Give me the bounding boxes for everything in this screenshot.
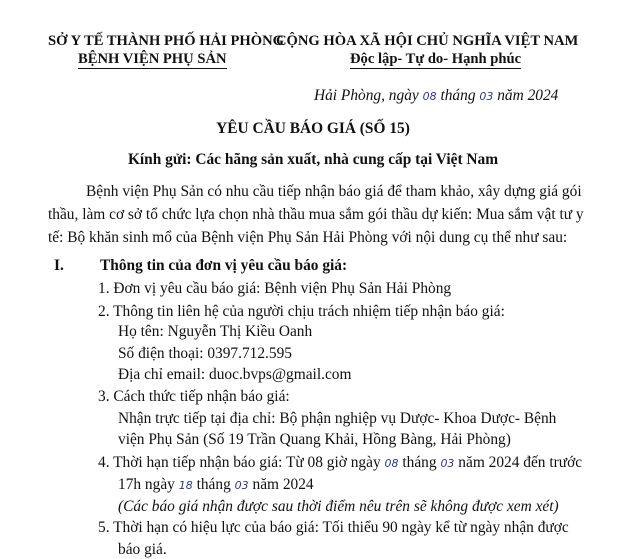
item-4-line-2 [118,476,314,494]
date-prefix: Hải Phòng, ngày [314,87,419,104]
item-4-text-3: năm 2024 đến trước [458,454,583,471]
nation-title: CỘNG HÒA XÃ HỘI CHỦ NGHĨA VIỆT NAM [276,33,579,49]
item-5-line-2: báo giá. [118,541,167,558]
item-3-line-1: Nhận trực tiếp tại địa chỉ: Bộ phận nghiệp vụ Dược- Khoa Dược- Bệnh [118,410,557,427]
contact-phone: Số điện thoại: 0397.712.595 [118,345,292,362]
item-4-note: (Các báo giá nhận được sau thời điểm nêu trên sẽ không được xem xét) [118,498,559,515]
date-year: năm 2024 [497,87,559,104]
date-month-label: tháng [440,87,476,104]
recipient-line: Kính gửi: Các hãng sản xuất, nhà cung cấp tại Việt Nam [127,151,499,168]
item-4-month2-handwritten: 03 [234,479,249,492]
intro-line-3: tế: Bộ khăn sinh mổ của Bệnh viện Phụ Sản Hải Phòng với nội dung cụ thể như sau: [48,229,568,246]
item-4-line-1 [98,454,582,472]
item-4-day2-handwritten: 18 [178,479,193,492]
date-line [314,87,558,105]
item-4-day-handwritten: 08 [384,457,399,470]
national-motto [350,51,521,68]
item-5-line-1: 5. Thời hạn có hiệu lực của báo giá: Tối thiểu 90 ngày kể từ ngày nhận được [98,519,569,536]
item-4-month-handwritten: 03 [440,457,455,470]
item-4-text-2: tháng [402,454,437,471]
item-4-text-5: tháng [196,476,231,493]
item-2: 2. Thông tin liên hệ của người chịu trách nhiệm tiếp nhận báo giá: [98,303,505,320]
item-1: 1. Đơn vị yêu cầu báo giá: Bệnh viện Phụ Sản Hải Phòng [98,280,452,297]
hospital-name-text: BỆNH VIỆN PHỤ SẢN [78,51,227,67]
date-month-handwritten: 03 [479,90,494,103]
item-4-text-4: 17h ngày [118,476,175,493]
agency-name: SỞ Y TẾ THÀNH PHỐ HẢI PHÒNG [48,33,284,49]
intro-line-2: thầu, làm cơ sở tổ chức lựa chọn nhà thầu mua sắm gói thầu dự kiến: Mua sắm vật tư y [48,206,584,223]
date-day-handwritten: 08 [422,90,437,103]
contact-name: Họ tên: Nguyễn Thị Kiều Oanh [118,323,313,340]
item-4-text-1: 4. Thời hạn tiếp nhận báo giá: Từ 08 giờ ngày [98,454,381,471]
intro-line-1: Bệnh viện Phụ Sản có nhu cầu tiếp nhận báo giá để tham khảo, xây dựng giá gói [86,183,582,200]
section-title: Thông tin của đơn vị yêu cầu báo giá: [100,257,348,274]
item-3-line-2: viện Phụ Sản (Số 19 Trần Quang Khải, Hồng Bàng, Hải Phòng) [118,431,511,448]
item-4-text-6: năm 2024 [252,476,314,493]
section-number: I. [54,257,64,274]
hospital-name [78,51,227,68]
item-3: 3. Cách thức tiếp nhận báo giá: [98,388,290,405]
document-title: YÊU CẦU BÁO GIÁ (SỐ 15) [216,120,410,137]
contact-email: Địa chỉ email: duoc.bvps@gmail.com [118,366,352,383]
national-motto-text: Độc lập- Tự do- Hạnh phúc [350,51,522,67]
